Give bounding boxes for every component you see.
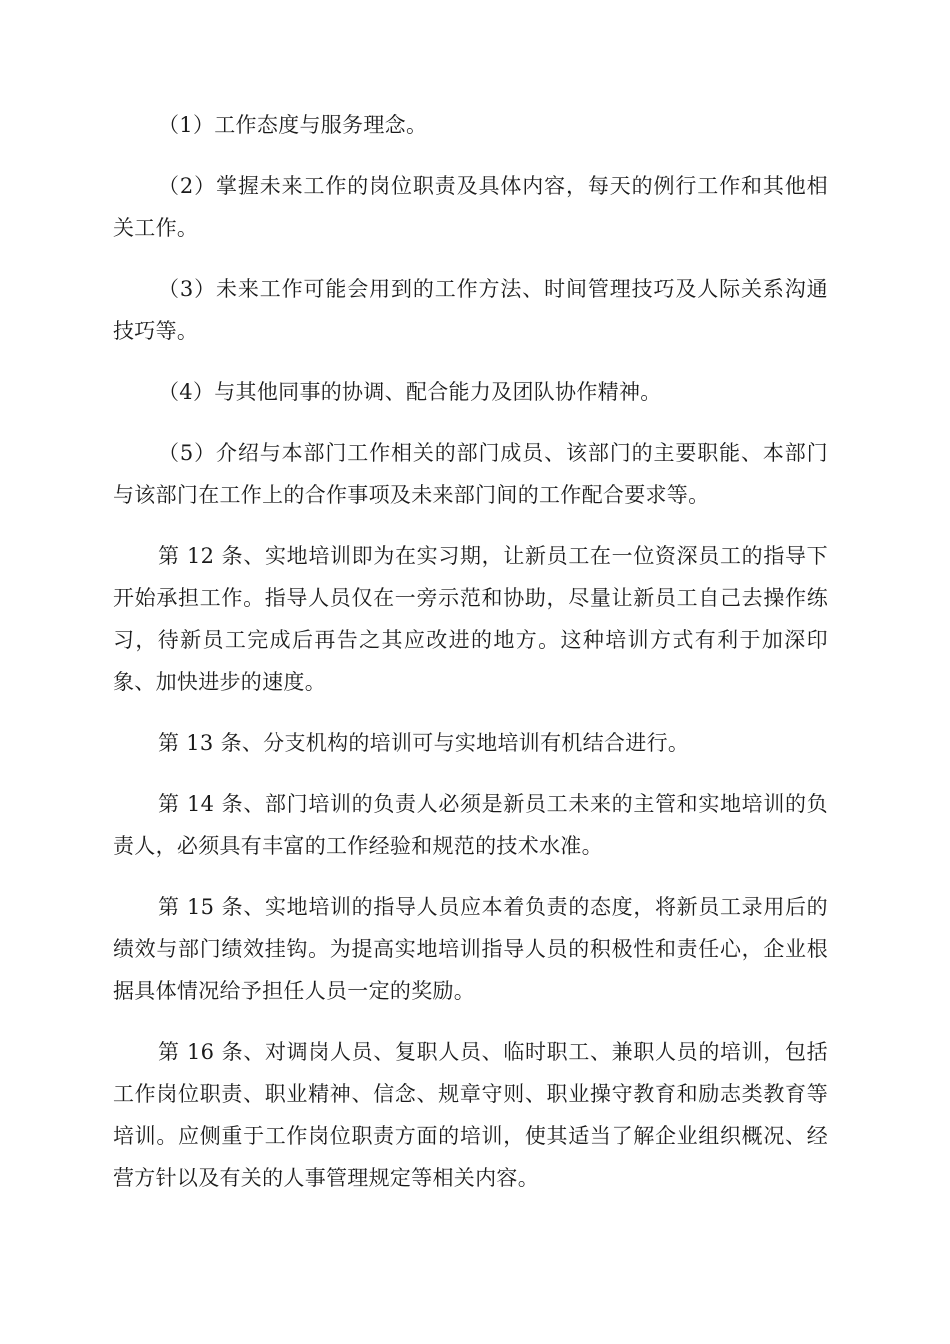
document-body [113,104,828,1218]
article-12-paragraph: 第 12 条、实地培训即为在实习期，让新员工在一位资深员工的指导下开始承担工作。指导人员仅在一旁示范和协助，尽量让新员工自己去操作练习，待新员工完成后再告之其应改进的地方。这种培训方式有利于加深印象、加快进步的速度。 [113,544,828,694]
paragraph-item-2: （2）掌握未来工作的岗位职责及具体内容，每天的例行工作和其他相关工作。 [113,174,828,240]
article-14-paragraph: 第 14 条、部门培训的负责人必须是新员工未来的主管和实地培训的负责人，必须具有丰富的工作经验和规范的技术水准。 [113,792,828,858]
article-16-paragraph: 第 16 条、对调岗人员、复职人员、临时职工、兼职人员的培训，包括工作岗位职责、职业精神、信念、规章守则、职业操守教育和励志类教育等培训。应侧重于工作岗位职责方面的培训，使其适当了解企业组织概况、经营方针以及有关的人事管理规定等相关内容。 [113,1040,828,1190]
article-15-paragraph: 第 15 条、实地培训的指导人员应本着负责的态度，将新员工录用后的绩效与部门绩效挂钩。为提高实地培训指导人员的积极性和责任心，企业根据具体情况给予担任人员一定的奖励。 [113,895,828,1003]
paragraph-item-3: （3）未来工作可能会用到的工作方法、时间管理技巧及人际关系沟通技巧等。 [113,277,828,343]
paragraph-item-4: （4）与其他同事的协调、配合能力及团队协作精神。 [158,380,662,404]
paragraph-item-1: （1）工作态度与服务理念。 [158,113,428,137]
paragraph-item-5: （5）介绍与本部门工作相关的部门成员、该部门的主要职能、本部门与该部门在工作上的合作事项及未来部门间的工作配合要求等。 [113,441,828,507]
article-13-paragraph: 第 13 条、分支机构的培训可与实地培训有机结合进行。 [158,731,690,755]
